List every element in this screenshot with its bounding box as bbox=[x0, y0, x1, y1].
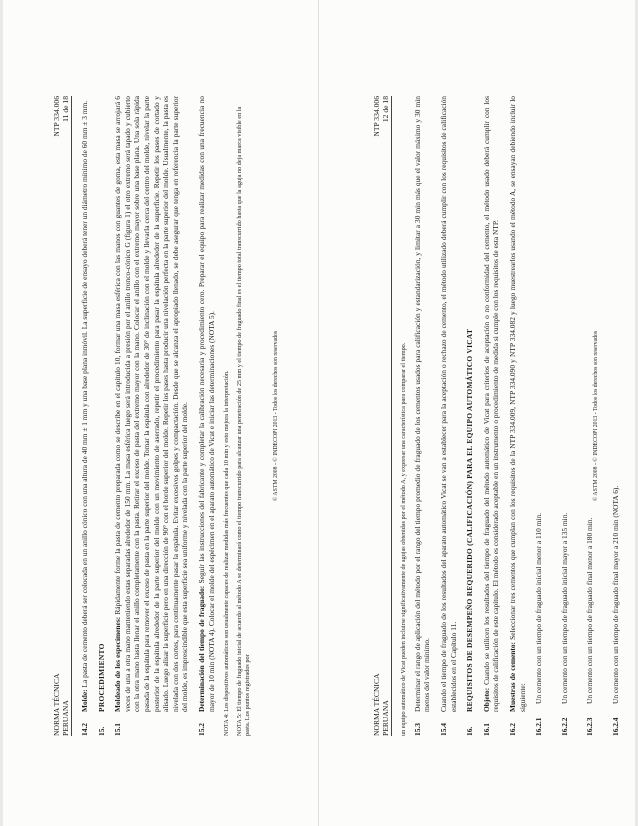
section-lead: Moldeado de los especímenes: bbox=[113, 616, 123, 712]
header-code: NTP 334.006 bbox=[372, 96, 381, 137]
section-lead: Molde: bbox=[80, 689, 89, 712]
section-15-1 bbox=[113, 96, 190, 736]
section-number: 16.2 bbox=[507, 723, 517, 736]
page-header bbox=[52, 96, 72, 736]
section-15 bbox=[97, 96, 107, 736]
subitem-16-2-1 bbox=[534, 96, 544, 736]
section-text: Seleccionar tres cementos que cumplan con los requisitos de la NTP 334.009, NTP 334.090 y NTP 334.082 y luego muestrearlos usando el método A, se ensayan debiendo incluir lo siguiente: bbox=[507, 96, 527, 712]
section-number: 16.1 bbox=[481, 723, 491, 736]
intro-text: un equipo automático de Vicat pueden incluirse significativamente de agujas obtenidas por el método A, y expresar una característica para comparar el tiempo. bbox=[400, 342, 407, 736]
subitem-16-2-4 bbox=[611, 96, 621, 736]
section-text: La pasta de cemento deberá ser colocada en un anillo cónico con una altura de 40 mm ± 1 mm y una base plana inmóvil. La superficie de ensayo deberá tener un diámetro mínimo de 60 mm ± 3 mm. bbox=[80, 100, 89, 688]
section-15-3 bbox=[413, 96, 432, 736]
header-peruana: PERUANA bbox=[381, 700, 390, 736]
section-number: 16. bbox=[465, 726, 475, 736]
section-15-4 bbox=[439, 96, 458, 736]
section-number: 14.2 bbox=[80, 723, 89, 736]
page-footer: © ASTM 2008 - © INDECOPI 2013 - Todos los derechos son reservados bbox=[273, 330, 280, 502]
section-lead: Determinación del tiempo de fraguado: bbox=[196, 585, 206, 712]
section-16 bbox=[465, 96, 475, 736]
subitem-number: 16.2.1 bbox=[534, 717, 544, 736]
note-5: NOTA 5: El tiempo de fraguado inicial de acuerdo al método A se determinará como el tiempo transcurrido para alcanzar una penetración de 25 mm y el tiempo de fraguado final es el tiempo total transcurrido hasta que la aguja no deja marca visible en la pasta. Los puntos registrados por bbox=[235, 106, 251, 736]
header-code: NTP 334.006 bbox=[52, 96, 61, 137]
left-page bbox=[0, 0, 318, 826]
section-number: 15.1 bbox=[113, 723, 123, 736]
header-peruana: PERUANA bbox=[61, 700, 70, 736]
subitem-text: Un cemento con un tiempo de fraguado final menor a 180 min. bbox=[585, 517, 595, 704]
section-lead: Muestras de cemento: bbox=[507, 642, 517, 712]
section-16-1 bbox=[482, 96, 501, 736]
subitem-number: 16.2.2 bbox=[559, 717, 569, 736]
header-norma: NORMA TÉCNICA bbox=[372, 673, 381, 736]
note-4: NOTA 4: Los dispositivos automáticos son usualmente capaces de realizar medidas más frecuentes que cada 10 min y esto mejora la interpretación. bbox=[223, 370, 231, 736]
section-text: Rápidamente forme la pasta de cemento preparada como se describe en el capítulo 10, formar una masa esférica con las manos con guantes de goma, esta masa se arrojará 6 veces de una a otra mano manteniendo estas separadas alrededor de 150 mm. La masa esférica luego será introducida a presión por el anillo tronco-cónico G (figura 1) el otro extremo será tapado y cubierto con la otra mano hasta llenar el anillo completamente con la pasta. Retirar el exceso de pasta del extremo mayor con la mano. Colocar el anillo con el extremo mayor sobre una base plana. Una sola rápida pasada de la espátula para remover el exceso de pasta en la parte superior del molde. Tomar la espátula con alrededor de 30° de inclinación con el molde y llevarla cerca del centro del molde, nivelar la parte posterior de la espátula alrededor de la parte superior del molde con un movimiento de aserrado, repetir el procedimiento para pasar la espátula alrededor de la superficie. Repetir los pases de cortado y alisado. Luego alisar la superficie pero en una dirección de 90° con el borde superior del molde. Repetir los pases hasta producir una nivelación perfecta en la parte superior del molde. Usualmente, la pasta es nivelada con dos cortes, para continuamente pasar la espátula. Evitar excesivos golpes y compactación. Desde que se alcanza el apropiado llenado, se debe asegurar que tenga en referencia la parte superior del molde, es imprescindible que esta superficie sea uniforme y nivelada con la parte superior del molde. bbox=[113, 96, 190, 712]
section-text: Cuando se utilicen los resultados del tiempo de fraguado del método automático de Vicat para criterios de aceptación o no conformidad del cemento, el método usado deberá cumplir con los requisitos de calificación de este capítulo. El método es considerado aceptable en un instrumento o procedimiento de medida si cumple con los requisitos de esta NTP. bbox=[481, 96, 501, 712]
header-norma: NORMA TÉCNICA bbox=[52, 673, 61, 736]
section-15-2 bbox=[197, 96, 216, 736]
page-footer: © ASTM 2008 - © INDECOPI 2013 - Todos los derechos son reservados bbox=[593, 330, 600, 502]
section-14-2 bbox=[80, 96, 90, 736]
section-lead: Objeto: bbox=[481, 687, 491, 712]
subitem-text: Un cemento con un tiempo de fraguado inicial mayor a 135 min. bbox=[559, 512, 569, 704]
section-text: Seguir las instrucciones del fabricante y completar la calibración necesaria y procedimiento cero. Preparar el equipo para realizar medidas con una frecuencia no mayor de 10 min (NOTA 4). Colocar el molde del espécimen en el aparato automático de Vicat e iniciar las determinaciones (NOTA 5). bbox=[196, 95, 216, 712]
subitem-text: Un cemento con un tiempo de fraguado inicial menor a 110 min. bbox=[534, 512, 544, 704]
section-title: PROCEDIMIENTO bbox=[96, 643, 106, 712]
right-page bbox=[320, 0, 638, 826]
section-text: Determinar el rango de aplicación del método por el rango del tiempo promedio de fraguado de los cementos usados para calificación y estandarización, y limitar a 30 min más que el valor máximo y 30 min menos del valor mínimo. bbox=[412, 96, 432, 712]
section-text: Cuando el tiempo de fraguado de los resultados del aparato automático Vicat se van a establecer para la aceptación o rechazo de cemento, el método utilizado deberá cumplir con los requisitos de calificación establecidos en el Capítulo 11. bbox=[438, 96, 458, 712]
subitem-number: 16.2.4 bbox=[610, 717, 620, 736]
header-page-number: 11 de 18 bbox=[61, 96, 70, 122]
subitem-number: 16.2.3 bbox=[585, 717, 595, 736]
subitem-text: Un cemento con un tiempo de fraguado final mayor a 210 min (NOTA 6). bbox=[610, 485, 620, 704]
section-number: 15. bbox=[96, 726, 106, 736]
section-number: 15.3 bbox=[412, 723, 422, 736]
subitem-16-2-2 bbox=[560, 96, 570, 736]
section-title: REQUISITOS DE DESEMPEÑO REQUERIDO (CALIFICACIÓN) PARA EL EQUIPO AUTOMÁTICO VICAT bbox=[465, 328, 475, 712]
section-number: 15.2 bbox=[196, 723, 206, 736]
page-header bbox=[372, 96, 392, 736]
section-16-2 bbox=[508, 96, 527, 736]
header-page-number: 12 de 18 bbox=[381, 96, 390, 123]
section-number: 15.4 bbox=[438, 723, 448, 736]
page-fold bbox=[318, 0, 319, 826]
